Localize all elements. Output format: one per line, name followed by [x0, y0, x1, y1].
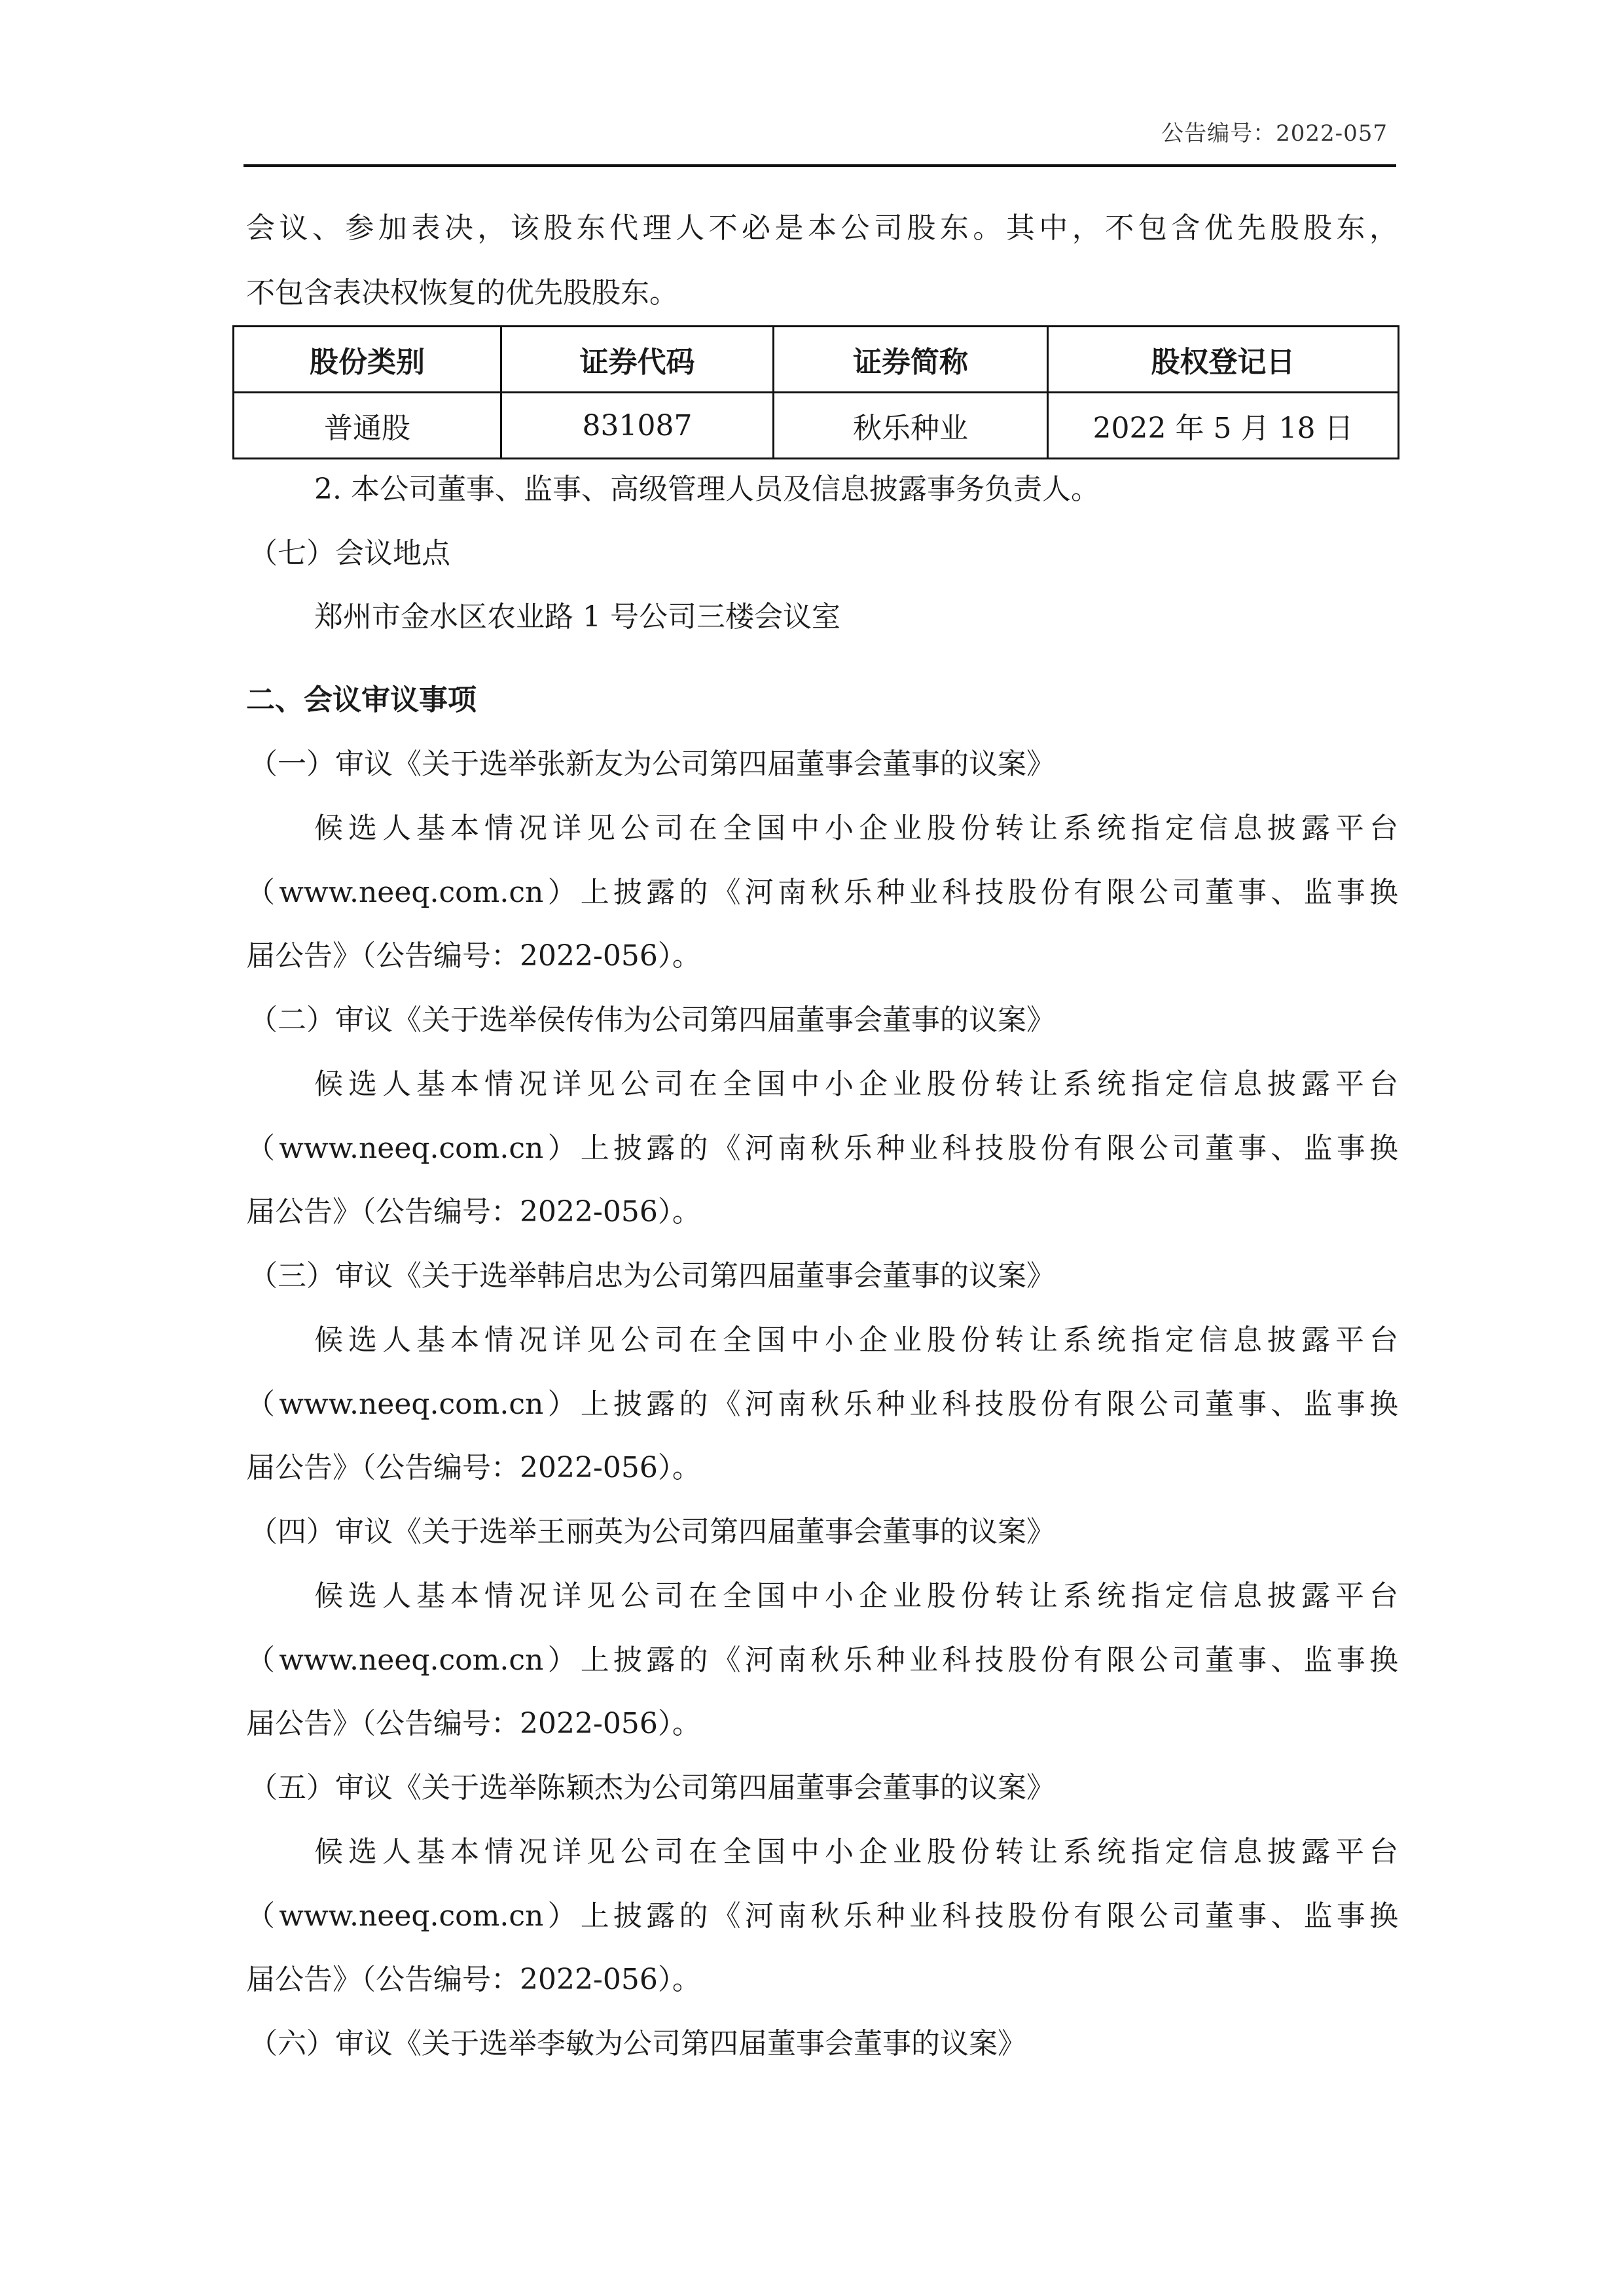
motion-detail-line: 届公告》（公告编号：2022-056）。 — [246, 939, 701, 973]
location-text: 郑州市金水区农业路 1 号公司三楼会议室 — [314, 600, 840, 634]
motion-detail-line: （www.neeq.com.cn）上披露的《河南秋乐种业科技股份有限公司董事、监事换 — [246, 1899, 1398, 1933]
header-divider — [244, 164, 1396, 167]
table-header-cell: 股份类别 — [234, 327, 501, 393]
table-cell: 秋乐种业 — [774, 393, 1048, 459]
motion-title: （三）审议《关于选举韩启忠为公司第四届董事会董事的议案》 — [249, 1259, 1055, 1293]
table-header-row — [234, 327, 1399, 393]
motion-detail-line: （www.neeq.com.cn）上披露的《河南秋乐种业科技股份有限公司董事、监事换 — [246, 1132, 1398, 1165]
intro-line-2: 不包含表决权恢复的优先股股东。 — [246, 276, 678, 310]
motion-title: （二）审议《关于选举侯传伟为公司第四届董事会董事的议案》 — [249, 1003, 1055, 1037]
motion-detail-line: 届公告》（公告编号：2022-056）。 — [246, 1963, 701, 1996]
motion-detail-line: 候选人基本情况详见公司在全国中小企业股份转让系统指定信息披露平台 — [314, 812, 1398, 845]
table-row — [234, 393, 1399, 459]
announcement-code: 公告编号：2022-057 — [1161, 120, 1388, 147]
intro-line-1: 会议、参加表决，该股东代理人不必是本公司股东。其中，不包含优先股股东， — [246, 211, 1398, 245]
table-header-cell: 股权登记日 — [1048, 327, 1399, 393]
motion-detail-line: （www.neeq.com.cn）上披露的《河南秋乐种业科技股份有限公司董事、监事换 — [246, 1643, 1398, 1677]
motion-detail-line: 候选人基本情况详见公司在全国中小企业股份转让系统指定信息披露平台 — [314, 1323, 1398, 1357]
motion-detail-line: （www.neeq.com.cn）上披露的《河南秋乐种业科技股份有限公司董事、监事换 — [246, 1388, 1398, 1421]
table-cell: 普通股 — [234, 393, 501, 459]
table-header-cell: 证券代码 — [501, 327, 774, 393]
motion-title: （五）审议《关于选举陈颖杰为公司第四届董事会董事的议案》 — [249, 1771, 1055, 1804]
motion-detail-line: 候选人基本情况详见公司在全国中小企业股份转让系统指定信息披露平台 — [314, 1579, 1398, 1613]
table-cell: 2022 年 5 月 18 日 — [1048, 393, 1399, 459]
motion-detail-line: 候选人基本情况详见公司在全国中小企业股份转让系统指定信息披露平台 — [314, 1067, 1398, 1101]
location-heading: （七）会议地点 — [249, 537, 450, 570]
table-header-cell: 证券简称 — [774, 327, 1048, 393]
motion-title: （一）审议《关于选举张新友为公司第四届董事会董事的议案》 — [249, 747, 1055, 781]
motion-title: （六）审议《关于选举李敏为公司第四届董事会董事的议案》 — [249, 2027, 1026, 2060]
registration-table — [232, 325, 1399, 459]
motion-detail-line: 候选人基本情况详见公司在全国中小企业股份转让系统指定信息披露平台 — [314, 1835, 1398, 1869]
motion-detail-line: 届公告》（公告编号：2022-056）。 — [246, 1195, 701, 1229]
motion-detail-line: 届公告》（公告编号：2022-056）。 — [246, 1451, 701, 1484]
table-cell: 831087 — [501, 393, 774, 459]
motion-detail-line: （www.neeq.com.cn）上披露的《河南秋乐种业科技股份有限公司董事、监事换 — [246, 876, 1398, 909]
section-title: 二、会议审议事项 — [246, 683, 477, 717]
attendee-item-2: 2. 本公司董事、监事、高级管理人员及信息披露事务负责人。 — [314, 473, 1100, 506]
motion-detail-line: 届公告》（公告编号：2022-056）。 — [246, 1707, 701, 1740]
motion-title: （四）审议《关于选举王丽英为公司第四届董事会董事的议案》 — [249, 1515, 1055, 1549]
